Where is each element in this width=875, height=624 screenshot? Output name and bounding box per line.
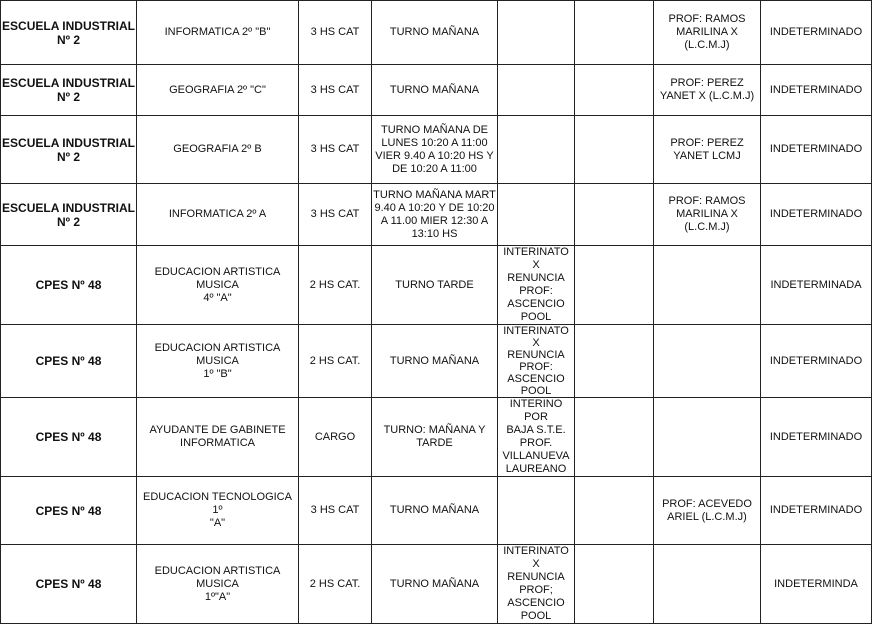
table-row <box>1 1 872 65</box>
status-cell: INDETERMINADO <box>761 325 872 398</box>
teacher-cell: PROF: PEREZ YANET X (L.C.M.J) <box>654 65 761 116</box>
subject-cell: GEOGRAFIA 2º B <box>137 116 299 184</box>
school-cell: CPES Nº 48 <box>1 545 137 624</box>
teacher-cell: PROF: ACEVEDO ARIEL (L.C.M.J) <box>654 477 761 545</box>
status-cell: INDETERMINADO <box>761 184 872 246</box>
hours-cell: 3 HS CAT <box>299 116 372 184</box>
school-cell: ESCUELA INDUSTRIAL Nº 2 <box>1 1 137 65</box>
reason-cell: INTERINATO X RENUNCIA PROF: ASCENCIO POOL <box>498 325 575 398</box>
school-cell: ESCUELA INDUSTRIAL Nº 2 <box>1 65 137 116</box>
status-cell: INDETERMINADO <box>761 477 872 545</box>
teacher-cell: PROF: PEREZ YANET LCMJ <box>654 116 761 184</box>
subject-cell: EDUCACION ARTISTICA MUSICA 4º "A" <box>137 246 299 325</box>
reason-cell <box>498 65 575 116</box>
reason-cell: INTERINATO X RENUNCIA PROF; ASCENCIO POOL <box>498 545 575 624</box>
status-cell: INDETERMINADO <box>761 65 872 116</box>
school-cell: CPES Nº 48 <box>1 477 137 545</box>
teacher-cell: PROF: RAMOS MARILINA X (L.C.M.J) <box>654 184 761 246</box>
shift-cell: TURNO MAÑANA <box>372 325 498 398</box>
status-cell: INDETERMINADO <box>761 116 872 184</box>
extra-cell <box>575 325 654 398</box>
subject-cell: EDUCACION ARTISTICA MUSICA 1º "B" <box>137 325 299 398</box>
hours-cell: 2 HS CAT. <box>299 246 372 325</box>
extra-cell <box>575 1 654 65</box>
table-row <box>1 477 872 545</box>
teacher-cell <box>654 545 761 624</box>
shift-cell: TURNO MAÑANA <box>372 545 498 624</box>
table-row <box>1 116 872 184</box>
extra-cell <box>575 545 654 624</box>
extra-cell <box>575 398 654 477</box>
reason-cell: INTERINATO X RENUNCIA PROF: ASCENCIO POOL <box>498 246 575 325</box>
reason-cell <box>498 116 575 184</box>
reason-cell: INTERINO POR BAJA S.T.E. PROF. VILLANUEVA LAUREANO <box>498 398 575 477</box>
school-cell: ESCUELA INDUSTRIAL Nº 2 <box>1 184 137 246</box>
table-row <box>1 398 872 477</box>
subject-cell: INFORMATICA 2º A <box>137 184 299 246</box>
table-row <box>1 246 872 325</box>
teacher-cell <box>654 246 761 325</box>
extra-cell <box>575 116 654 184</box>
school-cell: ESCUELA INDUSTRIAL Nº 2 <box>1 116 137 184</box>
shift-cell: TURNO MAÑANA <box>372 1 498 65</box>
subject-cell: INFORMATICA 2º "B" <box>137 1 299 65</box>
hours-cell: 3 HS CAT <box>299 184 372 246</box>
status-cell: INDETERMINADA <box>761 246 872 325</box>
hours-cell: 2 HS CAT. <box>299 545 372 624</box>
teacher-cell: PROF: RAMOS MARILINA X (L.C.M.J) <box>654 1 761 65</box>
table-row <box>1 65 872 116</box>
hours-cell: CARGO <box>299 398 372 477</box>
school-cell: CPES Nº 48 <box>1 246 137 325</box>
extra-cell <box>575 477 654 545</box>
extra-cell <box>575 65 654 116</box>
extra-cell <box>575 246 654 325</box>
shift-cell: TURNO MAÑANA MART 9.40 A 10:20 Y DE 10:20 A 11.00 MIER 12:30 A 13:10 HS <box>372 184 498 246</box>
hours-cell: 2 HS CAT. <box>299 325 372 398</box>
status-cell: INDETERMINADO <box>761 1 872 65</box>
teacher-cell <box>654 398 761 477</box>
extra-cell <box>575 184 654 246</box>
reason-cell <box>498 477 575 545</box>
hours-cell: 3 HS CAT <box>299 1 372 65</box>
hours-cell: 3 HS CAT <box>299 477 372 545</box>
subject-cell: GEOGRAFIA 2º "C" <box>137 65 299 116</box>
shift-cell: TURNO TARDE <box>372 246 498 325</box>
subject-cell: EDUCACION ARTISTICA MUSICA 1º"A" <box>137 545 299 624</box>
table-row <box>1 184 872 246</box>
subject-cell: AYUDANTE DE GABINETE INFORMATICA <box>137 398 299 477</box>
shift-cell: TURNO MAÑANA DE LUNES 10:20 A 11:00 VIER 9.40 A 10:20 HS Y DE 10:20 A 11:00 <box>372 116 498 184</box>
reason-cell <box>498 1 575 65</box>
table-row <box>1 545 872 624</box>
school-cell: CPES Nº 48 <box>1 325 137 398</box>
table-row <box>1 325 872 398</box>
shift-cell: TURNO: MAÑANA Y TARDE <box>372 398 498 477</box>
status-cell: INDETERMINDA <box>761 545 872 624</box>
teacher-cell <box>654 325 761 398</box>
subject-cell: EDUCACION TECNOLOGICA 1º "A" <box>137 477 299 545</box>
shift-cell: TURNO MAÑANA <box>372 65 498 116</box>
shift-cell: TURNO MAÑANA <box>372 477 498 545</box>
school-cell: CPES Nº 48 <box>1 398 137 477</box>
hours-cell: 3 HS CAT <box>299 65 372 116</box>
status-cell: INDETERMINADO <box>761 398 872 477</box>
reason-cell <box>498 184 575 246</box>
